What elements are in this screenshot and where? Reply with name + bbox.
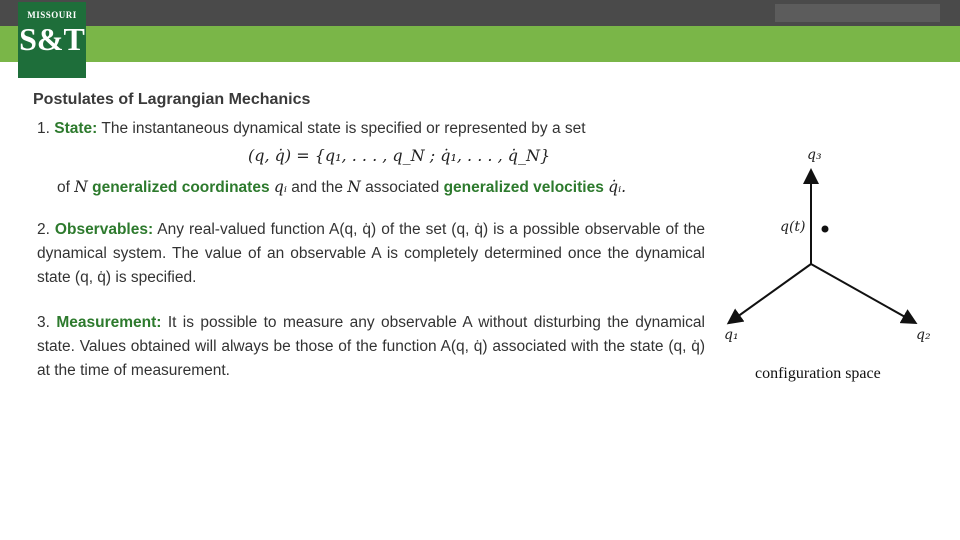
text-fragment: and the (291, 179, 343, 196)
axis-q2-line (811, 264, 914, 322)
configuration-space-diagram (700, 140, 940, 340)
math-symbol: N (347, 178, 361, 196)
university-logo (18, 2, 86, 78)
slide-title: Postulates of Lagrangian Mechanics (33, 91, 311, 108)
postulate-text: Any real-valued function A(q, q̇) of the set (q, q̇) is a possible observable of the dynamical system. The value of an observable A is completely determined once the dynamical state (q, q̇) is specified. (37, 221, 705, 286)
text-fragment: associated (365, 179, 440, 196)
top-bar-slot (775, 4, 940, 22)
logo-main-text: S&T (19, 21, 85, 57)
postulate-measurement (37, 311, 705, 383)
axis-q1-line (730, 264, 811, 322)
term-generalized-velocities: generalized velocities (443, 179, 604, 196)
math-symbol: q̇ᵢ. (608, 178, 627, 196)
postulate-state-continuation (57, 175, 626, 200)
postulate-heading: Observables: (54, 221, 154, 238)
term-generalized-coordinates: generalized coordinates (92, 179, 270, 196)
item-number: 1. (37, 120, 50, 137)
top-bar (0, 0, 960, 26)
math-symbol: N (74, 178, 88, 196)
logo-top-text: MISSOURI (27, 10, 77, 20)
postulate-text: The instantaneous dynamical state is specified or represented by a set (101, 120, 586, 137)
state-equation: (q, q̇) = {q₁, . . . , q_N ; q̇₁, . . . , q̇_N} (248, 146, 551, 165)
diagram-caption: configuration space (755, 365, 881, 382)
item-number: 2. (37, 221, 50, 238)
postulate-heading: Measurement: (56, 314, 162, 331)
axis-label-q1: q₁ (724, 327, 739, 343)
axis-label-q2: q₂ (916, 327, 931, 343)
postulate-heading: State: (54, 120, 98, 137)
text-fragment: of (57, 179, 70, 196)
axis-label-q3: q₃ (807, 147, 822, 163)
postulate-state-intro (37, 117, 586, 141)
header-green-bar (0, 26, 960, 62)
state-point (822, 226, 829, 233)
item-number: 3. (37, 314, 50, 331)
postulate-text: It is possible to measure any observable A without disturbing the dynamical state. Values obtained will always be those of the function A(q, q̇) associated with the state (q, q̇) at the time of measurement. (37, 314, 706, 379)
point-label: q(t) (780, 219, 806, 235)
math-symbol: qᵢ (273, 178, 287, 196)
postulate-observables (37, 218, 705, 290)
